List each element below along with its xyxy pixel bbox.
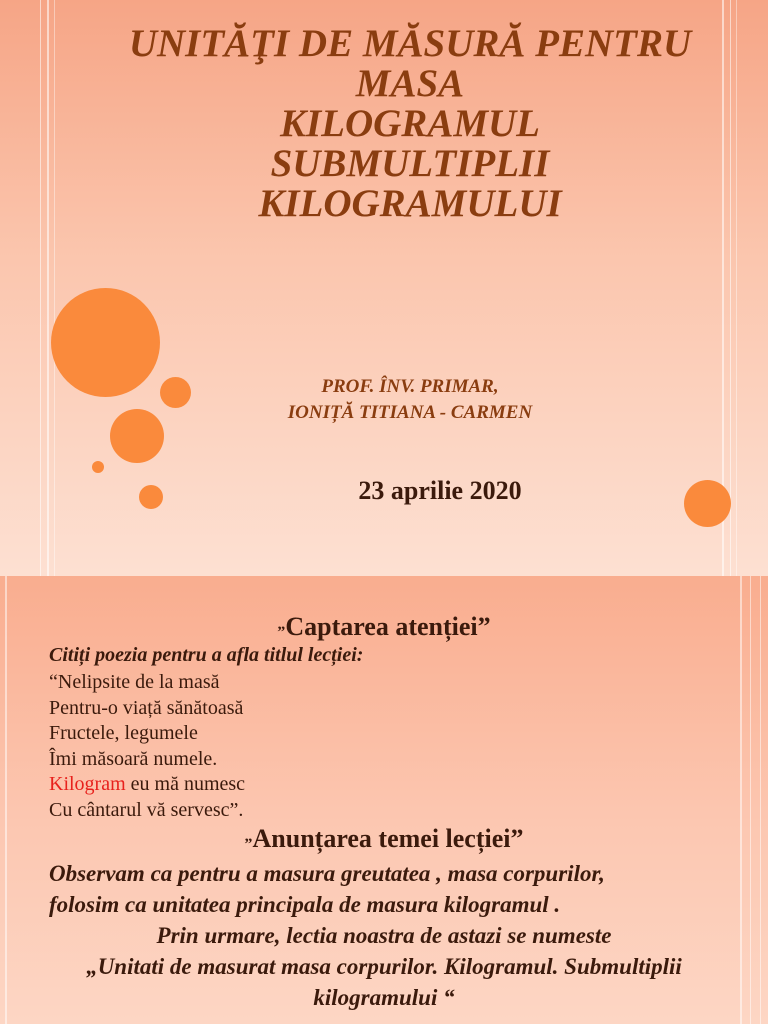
lesson-paragraph: [30, 858, 738, 1013]
highlighted-word: Kilogram: [49, 773, 126, 795]
section-heading-theme: [0, 822, 768, 854]
lesson-slide: [0, 576, 768, 1024]
heading-text: Captarea atenției”: [285, 612, 491, 641]
paragraph-line: kilogramului “: [313, 985, 455, 1010]
paragraph-line: Observam ca pentru a masura greutatea , masa corpurilor,: [49, 861, 605, 886]
heading-text: Anunțarea temei lecției”: [252, 824, 524, 853]
title-line: SUBMULTIPLII: [270, 142, 550, 185]
paragraph-line: folosim ca unitatea principala de masura kilogramul .: [49, 892, 561, 917]
poem: [49, 670, 245, 823]
poem-line: Pentru-o viață sănătoasă: [49, 696, 244, 719]
section-heading-attention: [0, 610, 768, 642]
decorative-line: [740, 576, 742, 1024]
decorative-line: [760, 576, 761, 1024]
slide-date: 23 aprilie 2020: [358, 476, 522, 505]
decorative-circle: [160, 377, 191, 408]
title-line: KILOGRAMUL: [279, 102, 541, 145]
decorative-line: [40, 0, 41, 576]
decorative-circle: [92, 461, 104, 473]
paragraph-line: Prin urmare, lectia noastra de astazi se numeste: [156, 923, 612, 948]
poem-line: “Nelipsite de la masă: [49, 671, 220, 693]
poem-line: Cu cântarul vă servesc”.: [49, 798, 244, 821]
instruction-text: Citiți poezia pentru a afla titlul lecției:: [49, 644, 364, 666]
opening-quote: „: [277, 616, 286, 633]
title-line: UNITĂŢI DE MĂSURĂ PENTRU: [128, 22, 692, 65]
poem-line-rest: eu mă numesc: [125, 773, 246, 795]
title-line: MASA: [355, 62, 465, 105]
decorative-line: [5, 576, 7, 1024]
decorative-line: [750, 576, 751, 1024]
poem-line: [49, 772, 245, 798]
author-role: PROF. ÎNV. PRIMAR,: [321, 376, 499, 397]
paragraph-line: „Unitati de masurat masa corpurilor. Kilogramul. Submultiplii: [86, 954, 682, 979]
author-block: [200, 374, 620, 426]
decorative-circle: [51, 288, 160, 397]
slide-title: [50, 24, 768, 224]
author-name: IONIȚĂ TITIANA - CARMEN: [287, 402, 533, 423]
decorative-circle: [684, 480, 731, 527]
decorative-circle: [110, 409, 164, 463]
poem-line: Îmi măsoară numele.: [49, 747, 218, 770]
poem-line: Fructele, legumele: [49, 722, 198, 744]
decorative-circle: [139, 485, 163, 509]
title-line: KILOGRAMULUI: [258, 182, 562, 225]
opening-quote: „: [244, 828, 253, 845]
decorative-line: [47, 0, 49, 576]
